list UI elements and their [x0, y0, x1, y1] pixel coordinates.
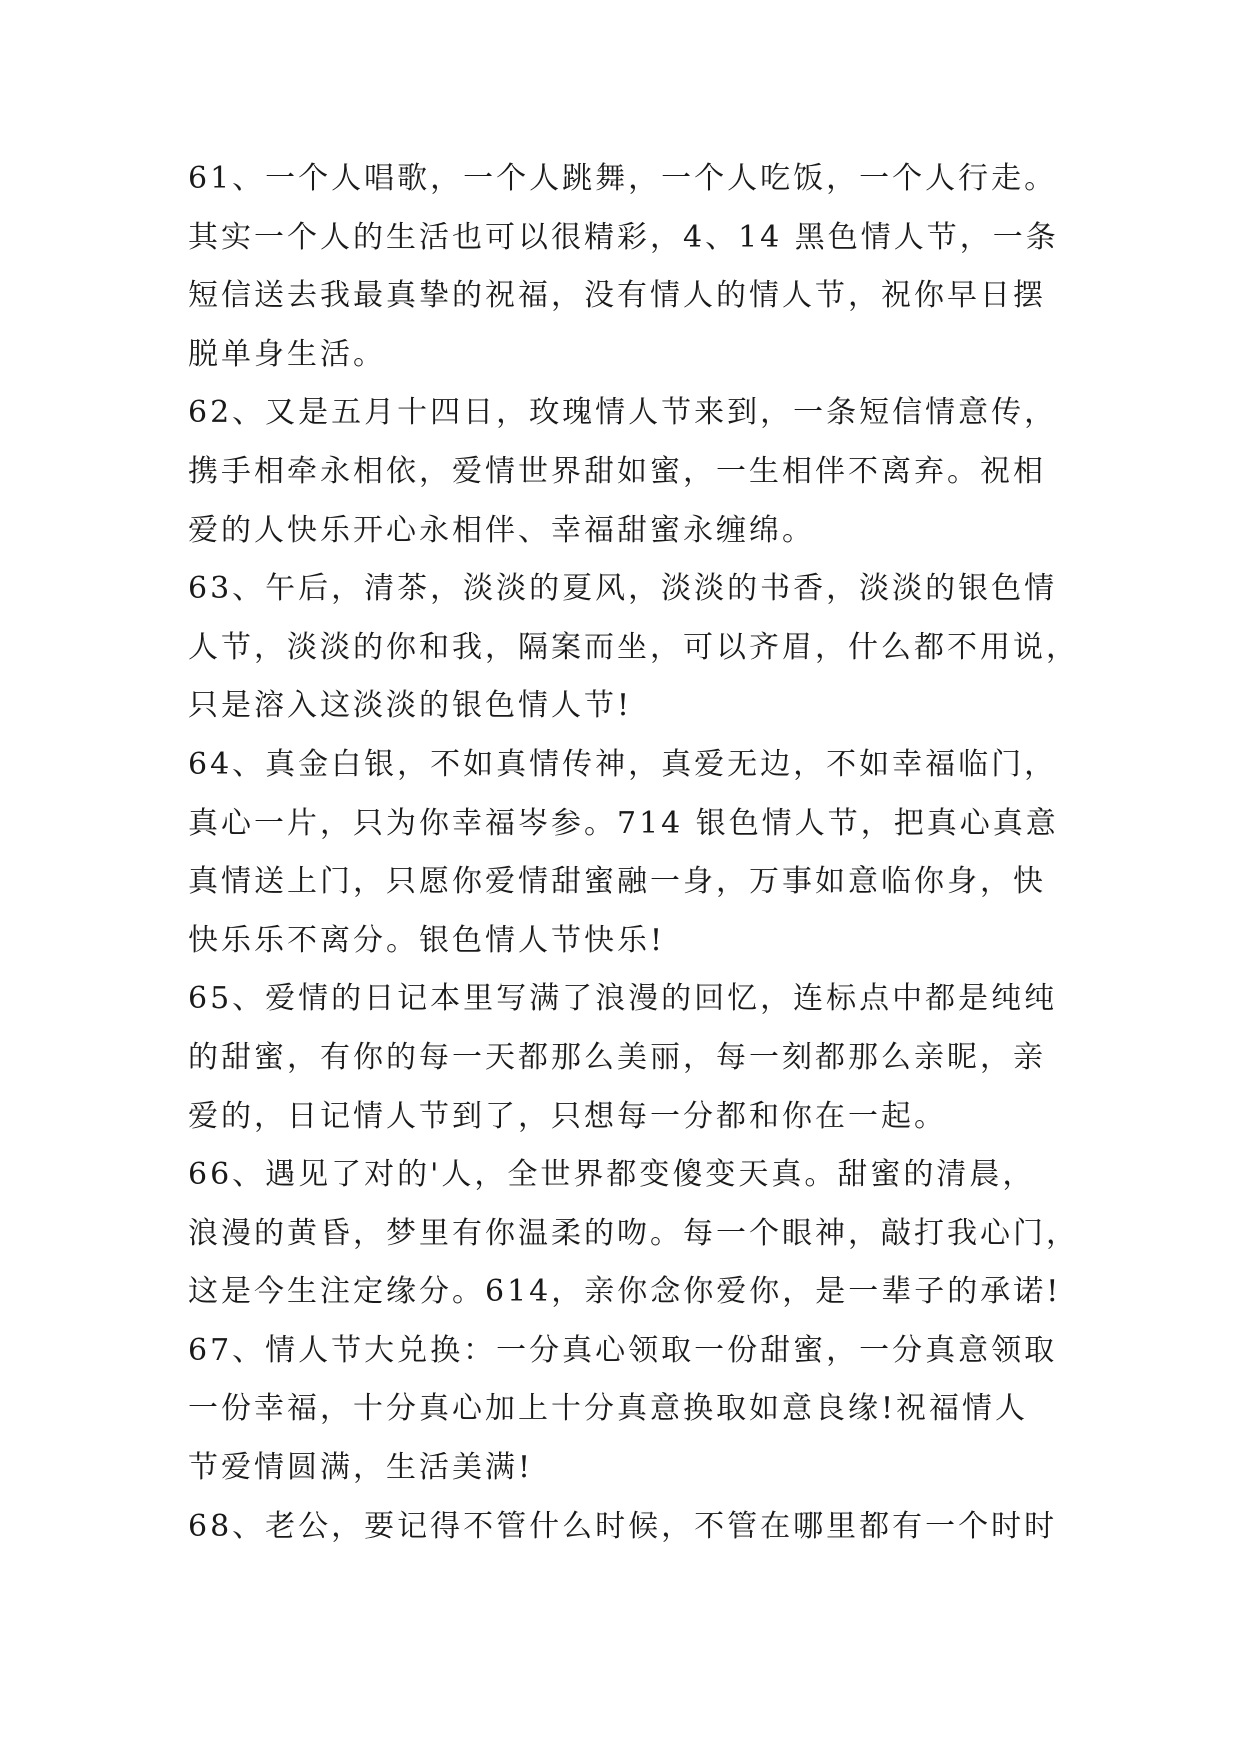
text-line: 浪漫的黄昏，梦里有你温柔的吻。每一个眼神，敲打我心门，: [188, 1215, 1079, 1251]
text-line: 爱的，日记情人节到了，只想每一分都和你在一起。: [188, 1098, 947, 1134]
text-line: 真心一片，只为你幸福岑参。714 银色情人节，把真心真意: [188, 805, 1059, 841]
text-line: 脱单身生活。: [188, 336, 386, 372]
text-line: 63、午后，清茶，淡淡的夏风，淡淡的书香，淡淡的银色情: [188, 571, 1058, 607]
text-line: 其实一个人的生活也可以很精彩，4、14 黑色情人节，一条: [188, 219, 1059, 255]
text-line: 66、遇见了对的'人，全世界都变傻变天真。甜蜜的清晨，: [188, 1157, 1036, 1193]
text-line: 爱的人快乐开心永相伴、幸福甜蜜永缠绵。: [188, 512, 815, 548]
text-line: 这是今生注定缘分。614，亲你念你爱你，是一辈子的承诺!: [188, 1274, 1062, 1310]
text-line: 62、又是五月十四日，玫瑰情人节来到，一条短信情意传，: [188, 395, 1058, 431]
text-line: 人节，淡淡的你和我，隔案而坐，可以齐眉，什么都不用说，: [188, 629, 1079, 665]
text-line: 真情送上门，只愿你爱情甜蜜融一身，万事如意临你身，快: [188, 864, 1046, 900]
text-line: 携手相牵永相依，爱情世界甜如蜜，一生相伴不离弃。祝相: [188, 453, 1046, 489]
text-line: 一份幸福，十分真心加上十分真意换取如意良缘!祝福情人: [188, 1391, 1029, 1427]
text-line: 61、一个人唱歌，一个人跳舞，一个人吃饭，一个人行走。: [188, 161, 1058, 196]
text-line: 64、真金白银，不如真情传神，真爱无边，不如幸福临门，: [188, 746, 1058, 782]
text-line: 快乐乐不离分。银色情人节快乐!: [188, 922, 666, 958]
text-line: 短信送去我最真挚的祝福，没有情人的情人节，祝你早日摆: [188, 278, 1046, 314]
text-line: 65、爱情的日记本里写满了浪漫的回忆，连标点中都是纯纯: [188, 981, 1058, 1017]
text-line: 67、情人节大兑换：一分真心领取一份甜蜜，一分真意领取: [188, 1332, 1058, 1368]
document-body: [188, 150, 1079, 1556]
text-line: 只是溶入这淡淡的银色情人节!: [188, 688, 633, 724]
text-line: 的甜蜜，有你的每一天都那么美丽，每一刻都那么亲昵，亲: [188, 1039, 1046, 1075]
text-line: 68、老公，要记得不管什么时候，不管在哪里都有一个时时: [188, 1508, 1058, 1544]
text-line: 节爱情圆满，生活美满!: [188, 1450, 534, 1486]
